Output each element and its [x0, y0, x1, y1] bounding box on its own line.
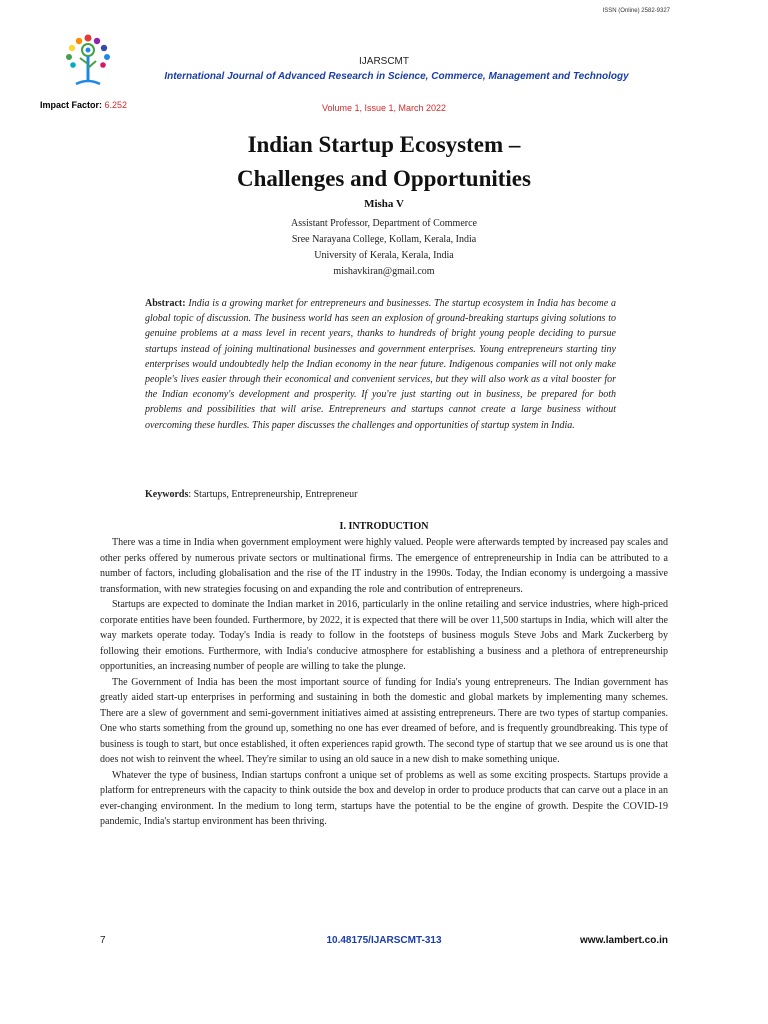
- keywords-label: Keywords: [145, 489, 189, 500]
- body-paragraph: There was a time in India when government employment were highly valued. People were afterwards tempted by increased pay scales and other perks offered by numerous private sectors or multinational firms. The emergence of entrepreneurship in India can be attributed to a number of factors, including globalisation and the rise of the IT industry in the 1990s. Today, the Indian economy is undergoing a massive transformation, with new strategies focusing on and expanding the role and contribution of entrepreneurs.: [100, 537, 668, 595]
- keywords-text: : Startups, Entrepreneurship, Entrepreneur: [188, 489, 358, 500]
- author-email: mishavkiran@gmail.com: [333, 266, 435, 277]
- impact-factor-label: Impact Factor:: [40, 100, 103, 110]
- body-paragraph: Whatever the type of business, Indian startups confront a unique set of problems as well as some exciting prospects. Startups provide a platform for entrepreneurs with the capacity to think outside the box and develop in order to produce products that can carve out a place in an ever-changing environment. In the medium to long term, startups have the potential to be the engine of growth. Despite the COVID-19 pandemic, India's startup environment has been thriving.: [100, 769, 668, 827]
- website-link[interactable]: www.lambert.co.in: [580, 935, 668, 946]
- journal-abbreviation: IJARSCMT: [359, 56, 409, 67]
- impact-factor-value: 6.252: [104, 100, 128, 110]
- paper-title-line-2: Challenges and Opportunities: [237, 166, 531, 191]
- abstract-label: Abstract:: [145, 298, 186, 309]
- paper-title: [0, 128, 768, 196]
- section-heading-introduction: I. INTRODUCTION: [339, 521, 429, 532]
- body-paragraph: The Government of India has been the most important source of funding for India's young entrepreneurs. The Indian government has greatly aided start-up enterprises in performing and sustaining in both the domestic and global markets by implementing many schemes. There are a slew of government and semi-government initiatives aimed at assisting entrepreneurs. There are two types of startup companies. One who starts something from the ground up, something no one has ever dreamed of before, and is frequently groundbreaking. This type of business is tough to start, but once established, it often experiences rapid growth. The second type of startup that we see around us is one that does not wish to reinvent the wheel. They're similar to using an old sauce in a new dish to make something unique.: [100, 676, 668, 765]
- affiliation-line-1: Assistant Professor, Department of Commerce: [291, 218, 477, 229]
- body-paragraph: Startups are expected to dominate the Indian market in 2016, particularly in the online retailing and service industries, where high-priced corporate entities have been founded. Furthermore, by 2022, it is expected that there will be over 11,500 startups in India, which will alter the way markets operate today. Today's India is ready to follow in the footsteps of business moguls Steve Jobs and Mark Zuckerberg by following their emotions. Furthermore, with India's conducive atmosphere for establishing a business and a plethora of entrepreneurship opportunities, an increasing number of people are willing to take the plunge.: [100, 599, 668, 672]
- affiliation-line-3: University of Kerala, Kerala, India: [314, 250, 454, 261]
- volume-issue: Volume 1, Issue 1, March 2022: [321, 103, 447, 113]
- issn-label: ISSN (Online) 2582-9327: [602, 8, 670, 14]
- page-number: 7: [100, 935, 106, 946]
- paper-title-line-1: Indian Startup Ecosystem –: [247, 132, 521, 157]
- journal-full-name: International Journal of Advanced Research in Science, Commerce, Management and Technology: [164, 71, 629, 82]
- abstract: [145, 296, 616, 433]
- introduction-body: [100, 535, 668, 830]
- author-name: Misha V: [364, 198, 404, 210]
- abstract-text: India is a growing market for entrepreneurs and businesses. The startup ecosystem in India has become a global topic of discussion. The business world has seen an explosion of ground-breaking startups giving solutions to genuine problems at a mass level in recent years, thanks to hundreds of bright young people deciding to pursue startups instead of joining multinational businesses and government enterprises. Young entrepreneurs starting tiny enterprises would undoubtedly help the Indian economy in the near future. Indigenous companies will not only make people's lives easier through their economical and convenient services, but they will also work as a vital booster for the Indian economy's development and prosperity. If you're just starting out in business, be prepared for both problems and possibilities that will arise. Entrepreneurs and startups cannot create a large business without overcoming these hurdles. This paper discusses the challenges and opportunities of startup system in India.: [145, 298, 616, 431]
- author-affiliation: [0, 216, 768, 280]
- affiliation-line-2: Sree Narayana College, Kollam, Kerala, India: [291, 234, 477, 245]
- doi-link[interactable]: 10.48175/IJARSCMT-313: [326, 935, 442, 946]
- keywords: [145, 489, 357, 500]
